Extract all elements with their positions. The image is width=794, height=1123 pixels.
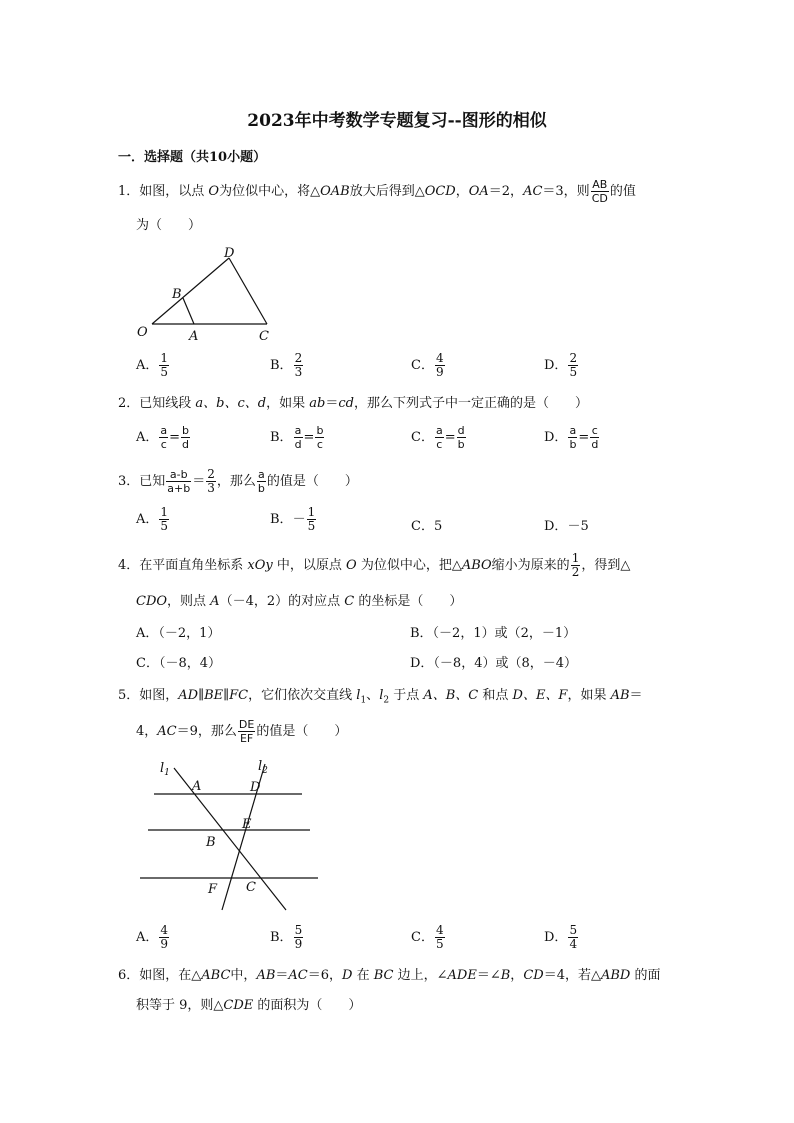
text: ，如果 (266, 396, 310, 411)
denominator: 5 (307, 519, 316, 533)
option-c[interactable]: C．（－8，4） (136, 656, 221, 671)
segment-ba (183, 298, 194, 324)
numerator: 2 (569, 351, 578, 365)
option-d[interactable] (544, 515, 589, 534)
denominator: 5 (435, 937, 444, 951)
denominator: d (182, 438, 190, 451)
text: 中，以原点 (272, 558, 347, 573)
segment-dc (229, 258, 267, 324)
text: ，得到△ (581, 558, 631, 573)
var: A、B、C (423, 688, 479, 703)
numerator: a (435, 424, 443, 437)
var: CD (523, 968, 544, 983)
numerator: DE (238, 718, 255, 731)
fraction (571, 552, 581, 579)
denominator: d (294, 438, 302, 451)
fraction (568, 924, 578, 951)
fraction (315, 424, 324, 451)
numerator: a (294, 424, 302, 437)
numerator: 1 (160, 351, 169, 365)
option-label: D． (544, 930, 568, 945)
option-text: － (292, 512, 306, 527)
question-1-options (136, 352, 696, 388)
var: a、b、c、d (195, 396, 267, 411)
numerator: 5 (294, 923, 303, 937)
question-4-line-2 (136, 592, 462, 612)
question-1-line-2: 为（ ） (136, 218, 202, 233)
option-b[interactable]: B．（－2，1）或（2，－1） (410, 626, 577, 641)
denominator: d (591, 438, 599, 451)
numerator: 5 (569, 923, 578, 937)
text: 5．如图， (118, 688, 179, 703)
text: ，那么下列式子中一定正确的是（ ） (353, 396, 588, 411)
option-label: D． (544, 519, 568, 534)
var: cd (338, 396, 354, 411)
fraction (307, 506, 317, 533)
question-5-options (136, 924, 696, 960)
option-label: B． (270, 430, 293, 445)
option-c[interactable]: C． $\frac{a}{c}$ = $\frac{d}{b}$ (411, 424, 465, 451)
fraction (294, 424, 303, 451)
denominator: c (316, 438, 323, 451)
option-label: A． (136, 430, 159, 445)
fraction (238, 718, 255, 745)
text: 4， (136, 724, 158, 739)
text: ，它们依次交直线 (248, 688, 357, 703)
denominator: a+b (167, 482, 191, 495)
fraction (568, 424, 577, 451)
var: D (342, 968, 353, 983)
var: OAB (320, 184, 350, 199)
option-b[interactable] (270, 506, 317, 533)
label-f: F (208, 882, 218, 897)
text: ， (455, 184, 469, 199)
label-l1: $l_1$ (160, 761, 170, 778)
text: 的值是（ ） (266, 474, 358, 489)
fraction (435, 424, 444, 451)
option-label: C． (411, 358, 434, 373)
text: ，如果 (567, 688, 611, 703)
label-o: O (137, 325, 148, 340)
label-b: B (206, 835, 216, 850)
question-2-line-1 (118, 394, 588, 414)
numerator: b (316, 424, 324, 437)
fraction (591, 178, 609, 205)
text: 6．如图，在△ (118, 968, 202, 983)
text: 的值 (609, 184, 636, 199)
fraction (159, 506, 169, 533)
var: AB (610, 688, 630, 703)
question-5-line-1 (118, 686, 643, 711)
var: OCD (424, 184, 456, 199)
option-label: B． (270, 358, 293, 373)
var: CDO (136, 594, 168, 609)
option-a[interactable] (136, 924, 170, 951)
var: AC (523, 184, 543, 199)
option-d[interactable]: D． $\frac{a}{b}$ = $\frac{c}{d}$ (544, 424, 599, 451)
option-label: C． (411, 930, 434, 945)
text: 和点 (478, 688, 513, 703)
page-title: 2023年中考数学专题复习--图形的相似 (247, 111, 547, 131)
text: 积等于 9，则△ (136, 998, 224, 1013)
denominator: b (257, 482, 265, 495)
var: BC (373, 968, 394, 983)
option-label: A． (136, 512, 159, 527)
text: ＝ (629, 688, 643, 703)
question-6-line-1 (118, 966, 660, 986)
denominator: b (457, 438, 465, 451)
fraction (166, 468, 191, 495)
option-a[interactable]: A． $\frac{a}{c}$ = $\frac{b}{d}$ (136, 424, 190, 451)
var: O (208, 184, 220, 199)
var: A (210, 594, 220, 609)
option-label: A． (136, 930, 159, 945)
text: ＝9，那么 (176, 724, 237, 739)
option-label: C． (411, 519, 434, 534)
text: 于点 (389, 688, 424, 703)
var: C (344, 594, 355, 609)
var: AD∥BE∥FC (178, 688, 249, 703)
var: D、E、F (512, 688, 568, 703)
denominator: 2 (571, 565, 580, 579)
denominator: 9 (435, 365, 444, 379)
option-a[interactable] (136, 506, 170, 533)
numerator: 2 (294, 351, 303, 365)
option-label: C． (411, 430, 434, 445)
numerator: 2 (207, 467, 215, 481)
question-4-line-1 (118, 552, 630, 579)
label-a: A (189, 329, 199, 344)
option-b[interactable]: B． $\frac{a}{d}$ = $\frac{b}{c}$ (270, 424, 324, 451)
denominator: CD (591, 192, 608, 205)
label-a: A (192, 779, 202, 794)
denominator: 9 (294, 937, 303, 951)
option-d[interactable] (544, 352, 579, 379)
denominator: 9 (160, 937, 169, 951)
option-label: B． (270, 930, 293, 945)
option-label: D． (544, 358, 568, 373)
denominator: c (436, 438, 443, 451)
text: ＝ (192, 474, 206, 489)
option-b[interactable] (270, 352, 304, 379)
numerator: b (182, 424, 190, 437)
text: ＝ (325, 396, 339, 411)
text: ＝∠ (476, 968, 501, 983)
var: ab (309, 396, 326, 411)
numerator: 4 (435, 923, 444, 937)
section-heading: 一．选择题（共10小题） (118, 150, 267, 165)
text: 在 (352, 968, 374, 983)
text: ＝2， (488, 184, 524, 199)
var: ADE (447, 968, 477, 983)
fraction (435, 352, 445, 379)
text: 为位似中心，将△ (219, 184, 321, 199)
numerator: 1 (160, 505, 169, 519)
option-c[interactable] (411, 924, 446, 951)
option-c[interactable] (411, 352, 446, 379)
text: 的面积为（ ） (253, 998, 362, 1013)
option-label: A． (136, 358, 159, 373)
fraction (181, 424, 190, 451)
option-a[interactable] (136, 352, 170, 379)
var: O (346, 558, 357, 573)
numerator: 4 (435, 351, 444, 365)
label-l2: $l_2$ (258, 759, 268, 776)
option-d[interactable]: D．（－8，4）或（8，－4） (410, 656, 578, 671)
fraction (159, 424, 168, 451)
denominator: 4 (569, 937, 578, 951)
text: 的值是（ ） (256, 724, 348, 739)
text: 、 (366, 688, 380, 703)
numerator: a (160, 424, 168, 437)
text: 边上，∠ (393, 968, 448, 983)
text: ＝3，则 (542, 184, 590, 199)
fraction (568, 352, 578, 379)
var: CDE (223, 998, 254, 1013)
question-5-line-2 (136, 718, 347, 745)
label-c: C (259, 329, 269, 344)
text: 缩小为原来的 (491, 558, 570, 573)
question-6-line-2 (136, 996, 361, 1016)
option-a[interactable]: A．（－2，1） (136, 626, 221, 641)
numerator: a (258, 468, 265, 481)
text: 4．在平面直角坐标系 (118, 558, 248, 573)
denominator: 3 (294, 365, 303, 379)
numerator: 1 (571, 551, 580, 565)
var: B (500, 968, 511, 983)
fraction (206, 468, 216, 495)
var: AC (157, 724, 177, 739)
label-b: B (172, 287, 182, 302)
numerator: 1 (307, 505, 316, 519)
text: 的面 (630, 968, 661, 983)
question-1-line-1 (118, 178, 636, 205)
option-c[interactable] (411, 515, 442, 534)
text: ＝6， (307, 968, 343, 983)
denominator: 5 (569, 365, 578, 379)
var: OA (468, 184, 489, 199)
text: ， (510, 968, 524, 983)
fraction (590, 424, 599, 451)
subscript: 2 (383, 695, 390, 706)
denominator: EF (239, 732, 254, 745)
numerator: 4 (160, 923, 169, 937)
fraction (159, 352, 169, 379)
denominator: c (160, 438, 167, 451)
denominator: 5 (160, 365, 169, 379)
text: ，那么 (216, 474, 256, 489)
figure-triangle-similarity (132, 244, 282, 344)
segment-od (152, 258, 229, 324)
var: ABO (461, 558, 492, 573)
var: xOy (247, 558, 273, 573)
fraction (435, 924, 445, 951)
text: （－4，2）的对应点 (219, 594, 345, 609)
denominator: 5 (160, 519, 169, 533)
text: 为位似中心，把△ (356, 558, 462, 573)
figure-parallel-lines (134, 754, 324, 916)
fraction (294, 352, 304, 379)
text: ＝ (275, 968, 289, 983)
var: l (379, 688, 384, 703)
numerator: c (591, 424, 598, 437)
var: l (356, 688, 361, 703)
text: 中， (230, 968, 257, 983)
text: 1．如图，以点 (118, 184, 209, 199)
text: 放大后得到△ (349, 184, 425, 199)
var: ABD (600, 968, 631, 983)
option-text: －5 (567, 519, 589, 534)
text: ，则点 (167, 594, 211, 609)
label-d: D (224, 246, 235, 261)
option-label: B． (270, 512, 293, 527)
subscript: 1 (360, 695, 367, 706)
var: AC (288, 968, 308, 983)
text: 2．已知线段 (118, 396, 196, 411)
var: AB (256, 968, 276, 983)
question-2-options (136, 424, 696, 460)
text: 的坐标是（ ） (354, 594, 463, 609)
label-e: E (242, 817, 252, 832)
question-3-options (136, 506, 696, 542)
numerator: a-b (166, 468, 191, 482)
numerator: a (569, 424, 577, 437)
option-d[interactable] (544, 924, 579, 951)
denominator: 3 (207, 481, 215, 495)
var: ABC (201, 968, 231, 983)
option-text: 5 (433, 519, 443, 534)
numerator: AB (592, 178, 608, 191)
option-b[interactable] (270, 924, 304, 951)
fraction (457, 424, 466, 451)
denominator: b (569, 438, 577, 451)
text: 3．已知 (118, 474, 166, 489)
option-label: D． (544, 430, 568, 445)
question-3-line-1 (118, 468, 358, 495)
fraction (257, 468, 266, 495)
fraction (294, 924, 304, 951)
line-l1 (174, 768, 286, 910)
fraction (159, 924, 169, 951)
text: ＝4，若△ (543, 968, 601, 983)
numerator: d (457, 424, 465, 437)
label-c: C (246, 880, 256, 895)
label-d: D (250, 780, 261, 795)
